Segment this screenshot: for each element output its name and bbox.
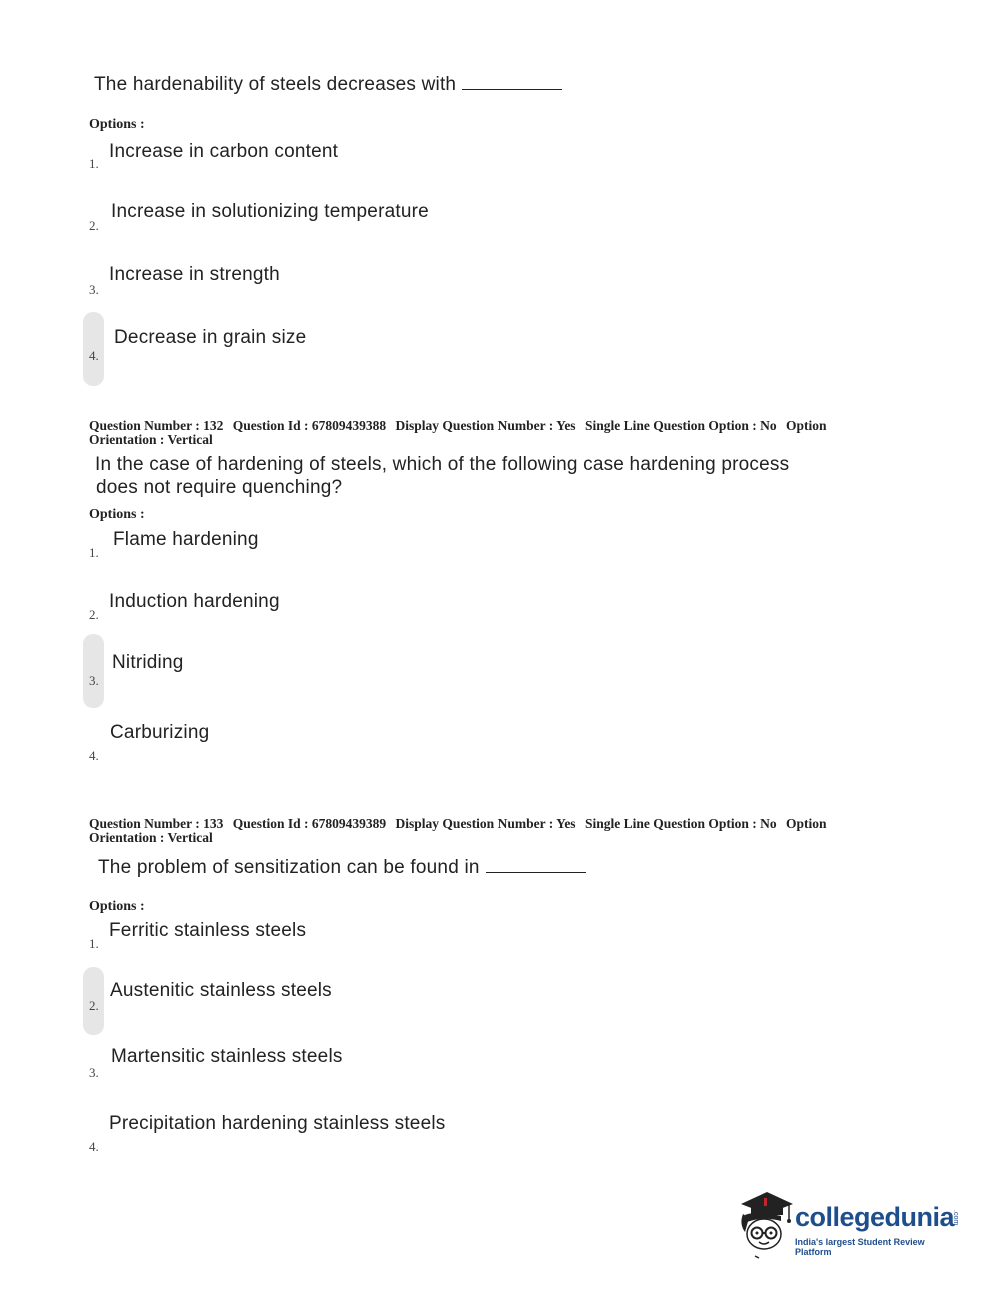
logo-domain-suffix: .com	[952, 1210, 959, 1226]
question-id: Question Id : 67809439388	[232, 418, 387, 433]
options-label: Options :	[89, 507, 145, 522]
option-number: 1.	[89, 545, 99, 560]
option-text: Decrease in grain size	[114, 327, 307, 348]
option-number: 3.	[89, 282, 99, 297]
answer-blank	[462, 77, 562, 90]
option-text: Increase in carbon content	[109, 141, 339, 162]
option-text: Nitriding	[112, 652, 184, 673]
logo-wordmark: collegedunia	[795, 1202, 955, 1232]
question-number: Question Number : 132	[89, 418, 224, 433]
question-text: The problem of sensitization can be found in	[98, 856, 586, 879]
option-orientation: Option Orientation : Vertical	[89, 816, 827, 845]
student-mascot-icon	[735, 1188, 795, 1260]
option-number: 4.	[89, 348, 99, 363]
single-line-option: Single Line Question Option : No	[584, 418, 777, 433]
option-text: Martensitic stainless steels	[111, 1046, 343, 1067]
logo-tagline: India's largest Student Review Platform	[795, 1237, 925, 1257]
question-meta	[89, 817, 879, 845]
option-number: 1.	[89, 156, 99, 171]
option-text: Flame hardening	[113, 529, 259, 550]
display-question-number: Display Question Number : Yes	[395, 418, 576, 433]
question-number: Question Number : 133	[89, 816, 224, 831]
options-label: Options :	[89, 899, 145, 914]
question-id: Question Id : 67809439389	[232, 816, 387, 831]
option-number: 4.	[89, 748, 99, 763]
answer-blank	[486, 860, 586, 873]
option-text: Ferritic stainless steels	[109, 920, 307, 941]
question-text: In the case of hardening of steels, which of the following case hardening process does not require quenching?	[95, 454, 790, 498]
option-text: Austenitic stainless steels	[110, 980, 332, 1001]
option-number: 3.	[89, 673, 99, 688]
collegedunia-logo	[735, 1188, 960, 1260]
correct-answer-highlight	[83, 634, 104, 708]
option-text: Carburizing	[110, 722, 210, 743]
option-text: Increase in strength	[109, 264, 280, 285]
option-orientation: Option Orientation : Vertical	[89, 418, 827, 447]
option-number: 4.	[89, 1139, 99, 1154]
option-text: Induction hardening	[109, 591, 280, 612]
display-question-number: Display Question Number : Yes	[395, 816, 576, 831]
option-number: 2.	[89, 218, 99, 233]
options-label: Options :	[89, 117, 145, 132]
option-text: Precipitation hardening stainless steels	[109, 1113, 446, 1134]
question-meta	[89, 419, 879, 447]
option-number: 3.	[89, 1065, 99, 1080]
option-number: 2.	[89, 607, 99, 622]
option-number: 1.	[89, 936, 99, 951]
option-text: Increase in solutionizing temperature	[111, 201, 429, 222]
option-number: 2.	[89, 998, 99, 1013]
single-line-option: Single Line Question Option : No	[584, 816, 777, 831]
question-text: The hardenability of steels decreases with	[94, 73, 562, 96]
